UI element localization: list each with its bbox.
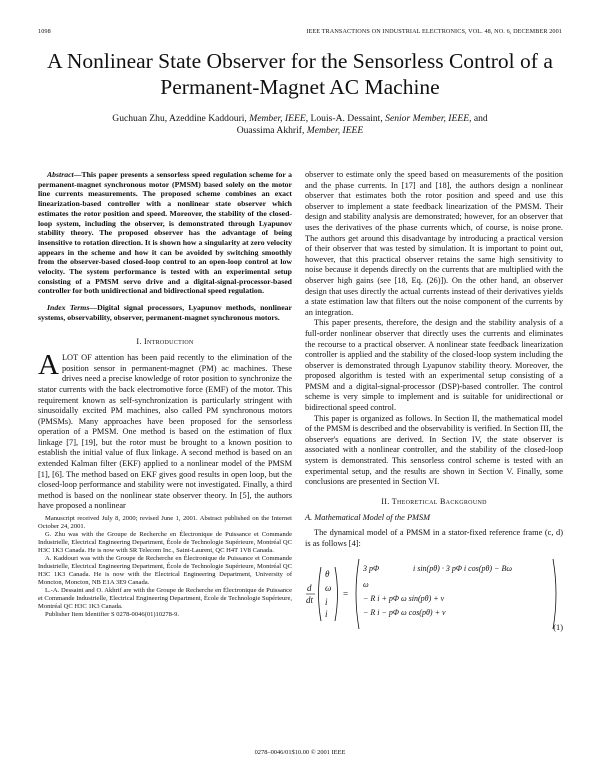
page-number: 1098 xyxy=(38,28,51,35)
drop-cap: A xyxy=(38,349,59,382)
left-column xyxy=(38,170,292,619)
author-list xyxy=(60,113,540,137)
author-role: Member, IEEE xyxy=(249,113,306,124)
journal-header: IEEE TRANSACTIONS ON INDUSTRIAL ELECTRONICS, VOL. 48, NO. 6, DECEMBER 2001 xyxy=(306,28,562,35)
index-terms-text: Digital signal processors, Lyapunov methods, nonlinear systems, observability, observer, permanent-magnet synchronous motors. xyxy=(38,303,292,322)
svg-text:i: i xyxy=(325,597,328,608)
copyright-footer: 0278–0046/01$10.00 © 2001 IEEE xyxy=(254,749,346,756)
svg-text:3 pΦ: 3 pΦ xyxy=(363,564,380,574)
footnote: Publisher Item Identifier S 0278-0046(01)10278-9. xyxy=(45,611,180,619)
footnote: L.-A. Dessaint and O. Akhrif are with the Groupe de Recherche en Électronique de Puissance et Commande Industrielle, Electrical Engineering Department, École de Technologie Supérieure, Montréal QC H3C 1K3 Canada. xyxy=(38,587,292,611)
intro-paragraph-4: This paper is organized as follows. In Section II, the mathematical model of the PMSM is described and the observability is verified. In Section III, the observer's equations are derived. In Section IV, the state observer is associated with a nonlinear controller, and the stability of the closed-loop system is demonstrated. This sensorless control scheme is tested with an experimental setup, and the results are shown in Section V. Finally, some conclusions are presented in Section VI. xyxy=(305,413,563,487)
svg-text:dt: dt xyxy=(306,595,314,606)
running-header xyxy=(38,28,562,38)
intro-paragraph-3: This paper presents, therefore, the design and the stability analysis of a full-order nonlinear observer that directly uses the currents and eliminates the recourse to a practical observer. A nonlinear state feedback linearization controller is applied and the stability of the closed-loop system including the observer is demonstrated through Lyapunov stability theory. Moreover, the proposed algorithm is tested with an experimental setup consisting of a PMSM and a digital-signal-processor (DSP)-based controller. The control scheme is very simple to implement and is suitable for unidirectional or bidirectional speed control. xyxy=(305,318,563,413)
paper-title: A Nonlinear State Observer for the Sensorless Control of a Permanent-Magnet AC Machine xyxy=(47,49,553,99)
equation-number: (1) xyxy=(553,622,563,632)
footnote: A. Kaddouri was with the Groupe de Recherche en Électronique de Puissance et Commande Industrielle, Electrical Engineering Department, École de Technologie Supérieure, Montréal QC H3C 1K3 Canada. He is now with the Electrical Engineering Department, University of Moncton, Moncton, NB E1A 3E9 Canada. xyxy=(38,555,292,587)
index-terms-label: Index Terms— xyxy=(47,303,98,313)
svg-text:i sin(pθ) · 3 pΦ i cos(pθ) − B: i sin(pθ) · 3 pΦ i cos(pθ) − Bω xyxy=(413,564,512,574)
svg-text:ω: ω xyxy=(325,583,332,594)
subsection-heading-model: A. Mathematical Model of the PMSM xyxy=(305,513,431,523)
index-terms xyxy=(38,303,292,322)
author-role: Senior Member, IEEE xyxy=(385,113,470,124)
svg-text:− R i − pΦ ω cos(pθ) + v: − R i − pΦ ω cos(pθ) + v xyxy=(363,608,446,618)
abstract-label: Abstract— xyxy=(47,170,82,179)
abstract-text: This paper presents a sensorless speed regulation scheme for a permanent-magnet synchronous motor (PMSM) based solely on the motor line currents measurements. The proposed scheme combines an exact linearization-based controller with a nonlinear state observer which estimates the rotor position and speed. Moreover, the stability of the closed-loop system, including the observer, is demonstrated through Lyapunov stability theory. The proposed observer has the advantage of being insensitive to rotation direction. It is shown how a singularity at zero velocity appears in the scheme and how it can be avoided by switching smoothly from the observer-based closed-loop control to an open-loop control at low velocity. The system performance is tested with an experimental setup consisting of a PMSM servo drive and a digital-signal-processor-based controller for both unidirectional and bidirectional speed regulation. xyxy=(38,170,292,296)
abstract xyxy=(38,170,292,296)
footnotes xyxy=(38,515,292,619)
svg-text:− R i + pΦ ω sin(pθ) + v: − R i + pΦ ω sin(pθ) + v xyxy=(363,594,445,604)
model-paragraph: The dynamical model of a PMSM in a stator-fixed reference frame (c, d) is as follows [4]: xyxy=(305,528,563,548)
author-role: Member, IEEE xyxy=(306,125,364,136)
svg-text:d: d xyxy=(307,583,312,594)
section-heading-theoretical-background: II. Theoretical Background xyxy=(381,496,487,506)
svg-text:ω: ω xyxy=(363,580,369,590)
equation-1 xyxy=(305,553,563,635)
right-column xyxy=(305,170,563,635)
authors-line1-end: , and xyxy=(469,113,488,124)
intro-paragraph-1 xyxy=(38,349,292,512)
svg-text:i: i xyxy=(325,609,328,620)
footnote: G. Zhu was with the Groupe de Recherche en Électronique de Puissance et Commande Industrielle, Electrical Engineering Department, École de Technologie Supérieure, Montréal QC H3C 1K3 Canada. He is now with SR Telecom Inc., Saint-Laurent, QC H4T 1V8 Canada. xyxy=(38,531,292,555)
authors-line1-mid: , Louis-A. Dessaint, xyxy=(305,113,383,124)
footnote: Manuscript received July 8, 2000; revised June 1, 2001. Abstract published on the Internet October 24, 2001. xyxy=(38,515,292,531)
intro-paragraph-2: observer to estimate only the speed based on measurements of the position and the phase currents. In [17] and [18], the authors design a nonlinear observer that estimates both the rotor position and speed and use this observer to implement a state feedback linearization of the PMSM. Their design and stability analysis are demonstrated; however, for an observer that uses the derivatives of the phase currents which, of course, is noise prone. The authors get around this disadvantage by introducing a practical version of their observer that was tested by simulation. It is important to point out, however, that this practical observer retains the same high sensitivity to noise because it depends directly on the currents that are multiplied with the observer high gains (see [18, Eq. (26)]). On the other hand, an observer design that uses directly the actual currents instead of their derivatives yields a state estimation law that filters out the noise component of the currents by an integration. xyxy=(305,170,563,317)
intro-paragraph-1-text: LOT OF attention has been paid recently to the elimination of the position sensor in permanent-magnet (PM) ac machines. These drives need a precise knowledge of rotor position to synchronize the stator currents with the back electromotive force (EMF) of the motor. This requirement known as self-synchronization is particularly stringent with sinusoidally excited PM machines, also called PM synchronous motors (PMSMs). Many approaches have been proposed for the sensorless operation of a PMSM. One method is based on the estimation of flux linkage [7], [19], but the rotor must be brought to a known position to establish the initial value of flux linkage. A second method is based on an extended Kalman filter (EKF) applied to a nonlinear model of the PMSM [1], [6]. The method based on EKF gives good results in open loop, but the closed-loop performance and stability were not investigated. Finally, a third method is based on the nonlinear state observer theory. In [5], the authors have proposed a nonlinear xyxy=(38,353,292,511)
svg-text:θ: θ xyxy=(325,569,330,580)
authors-line1-names: Guchuan Zhu, Azeddine Kaddouri, xyxy=(112,113,247,124)
authors-line2-name: Ouassima Akhrif, xyxy=(236,125,305,136)
equation-graphic xyxy=(305,553,563,635)
svg-text:=: = xyxy=(343,589,349,600)
section-heading-introduction: I. Introduction xyxy=(136,336,194,346)
